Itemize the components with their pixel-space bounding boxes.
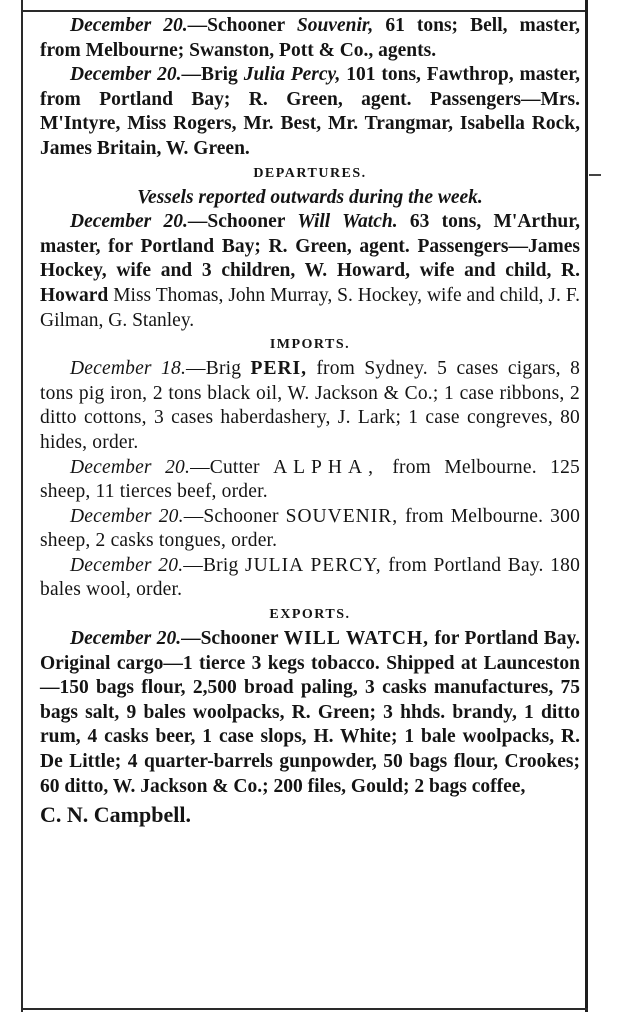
consignee-signature: C. N. Campbell. bbox=[40, 802, 191, 828]
entry-details: from Melbourne. 125 sheep, 11 tierces beef, order. bbox=[40, 456, 581, 503]
vessel-type: —Schooner bbox=[181, 628, 279, 650]
departures-subheading: Vessels reported outwards during the week. bbox=[137, 186, 483, 208]
vessel-type: —Brig bbox=[186, 358, 242, 380]
imports-heading: IMPORTS. bbox=[269, 337, 351, 353]
arrival-entry bbox=[40, 63, 580, 161]
entry-date: December 20. bbox=[70, 628, 182, 650]
departures-heading: DEPARTURES. bbox=[253, 165, 367, 181]
import-entry bbox=[40, 357, 580, 455]
arrival-entry bbox=[40, 14, 580, 63]
import-entry bbox=[40, 505, 580, 554]
import-entry bbox=[40, 554, 580, 603]
entry-details: 61 tons; Bell, master, from Melbourne; Swanston, Pott & Co., agents. bbox=[40, 15, 581, 61]
column-right-rule bbox=[585, 0, 588, 1012]
entry-date: December 18. bbox=[70, 358, 187, 380]
vessel-type: —Schooner bbox=[187, 211, 286, 233]
exports-heading: EXPORTS. bbox=[269, 607, 351, 623]
entry-date: December 20. bbox=[70, 505, 184, 527]
entry-details: for Portland Bay. Original cargo—1 tierce 3 kegs tobacco. Shipped at Launceston—150 bags flour, 2,500 broad paling, 3 casks manufactures, 75 bags salt, 9 bales woolpacks, R. Green; 3 hhds. brandy, 1 ditto rum, 4 casks beer, 1 case slops, H. White; 1 bale woolpacks, R. De Little; 4 quarter-barrels gunpowder, 50 bags flour, Crookes; 60 ditto, W. Jackson & Co.; 200 files, Gould; 2 bags coffee, bbox=[40, 628, 581, 797]
entry-date: December 20. bbox=[70, 64, 182, 86]
ship-name: ALPHA, bbox=[273, 456, 379, 478]
vessel-type: —Cutter bbox=[190, 456, 260, 478]
entry-details: from Melbourne. 300 sheep, 2 casks tongues, order. bbox=[40, 505, 581, 552]
vessel-type: —Brig bbox=[183, 554, 239, 576]
ship-name: PERI, bbox=[250, 358, 307, 380]
entry-date: December 20. bbox=[70, 15, 188, 36]
vessel-type: —Schooner bbox=[183, 505, 279, 527]
export-entry bbox=[40, 627, 580, 799]
ship-name: SOUVENIR, bbox=[285, 505, 399, 527]
entry-details: from Sydney. 5 cases cigars, 8 tons pig iron, 2 tons black oil, W. Jackson & Co.; 1 case ribbons, 2 ditto cottons, 3 cases haberdashery, J. Lark; 1 case congreves, 80 hides, order. bbox=[40, 358, 581, 453]
ship-name: Will Watch. bbox=[297, 211, 398, 233]
entry-date: December 20. bbox=[70, 554, 184, 576]
ship-name: WILL WATCH, bbox=[283, 628, 430, 650]
margin-tick-mark bbox=[589, 174, 601, 176]
entry-date: December 20. bbox=[70, 211, 188, 233]
vessel-type: —Brig bbox=[181, 64, 238, 86]
entry-details-continued: Miss Thomas, John Murray, S. Hockey, wife and child, J. F. Gilman, G. Stanley. bbox=[40, 284, 580, 331]
ship-name: JULIA PERCY, bbox=[245, 554, 382, 576]
departure-entry bbox=[40, 210, 580, 333]
column-bottom-rule bbox=[21, 1008, 588, 1010]
column-left-rule bbox=[21, 0, 23, 1012]
ship-name: Julia Percy, bbox=[243, 64, 341, 86]
entry-details: 63 tons, M'Arthur, master, for Portland Bay; R. Green, agent. Passengers—James Hockey, wife and 3 children, W. Howard, wife and child, R. Howard bbox=[40, 211, 581, 306]
vessel-type: —Schooner bbox=[187, 15, 285, 36]
shipping-intelligence-column bbox=[40, 14, 580, 829]
column-top-rule bbox=[21, 10, 588, 12]
import-entry bbox=[40, 456, 580, 505]
entry-date: December 20. bbox=[70, 456, 191, 478]
entry-details: 101 tons, Fawthrop, master, from Portland Bay; R. Green, agent. Passengers—Mrs. M'Intyre, Miss Rogers, Mr. Best, Mr. Trangmar, Isabella Rock, James Britain, W. Green. bbox=[40, 64, 580, 159]
entry-details: from Portland Bay. 180 bales wool, order. bbox=[40, 554, 581, 601]
ship-name: Souvenir, bbox=[296, 15, 374, 36]
